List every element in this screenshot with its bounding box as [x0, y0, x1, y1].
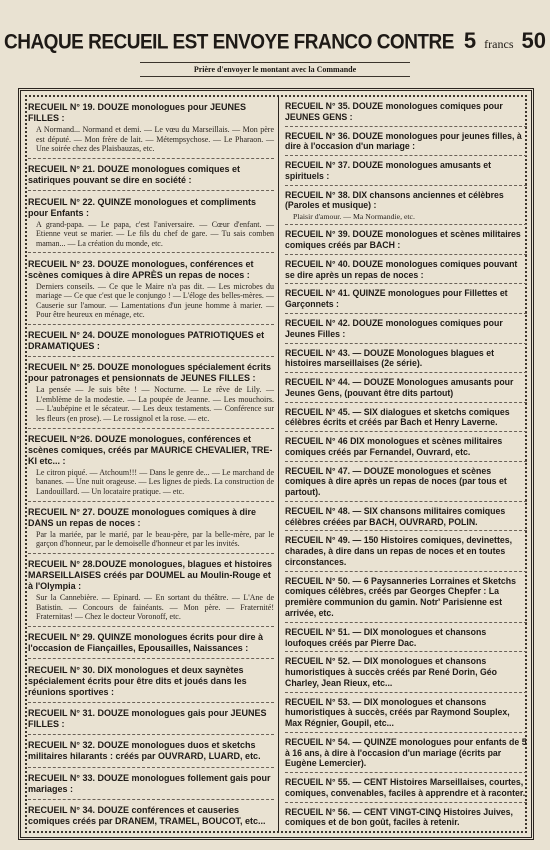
recueil-entry: [285, 373, 527, 403]
recueil-title: RECUEIL N° 31. DOUZE monologues gais pour JEUNES FILLES :: [28, 708, 267, 730]
recueil-entry: [28, 191, 274, 253]
recueil-contents: Plaisir d'amour. — Ma Normandie, etc.: [293, 212, 415, 222]
recueil-title: RECUEIL N° 44. — DOUZE Monologues amusants pour Jeunes Gens, (pouvant être dits partout): [285, 377, 514, 398]
recueil-entry: [285, 403, 527, 433]
recueil-title: RECUEIL N° 24. DOUZE monologues PATRIOTIQUES et DRAMATIQUES :: [28, 329, 265, 351]
recueil-contents: Le citron piqué. — Atchoum!!! — Dans le genre de... — Le marchand de bananes. — Une nuit orageuse. — Les lignes de pieds. La construction de Landouillard. — Un locataire pratique. — etc.: [36, 467, 274, 496]
header-subtitle: Prière d'envoyer le montant avec la Commande: [140, 62, 410, 77]
recueil-entry: [285, 623, 527, 653]
recueil-entry: [28, 159, 274, 191]
recueil-contents: Sur la Cannebière. — Epinard. — En sortant du théâtre. — L'Ane de Batistin. — Concours de fainéants. — Mon père. — Fraternité! Fraternitas! — Chez le docteur Voronoff, etc.: [36, 593, 274, 622]
recueil-entry: [285, 127, 527, 157]
recueil-title: RECUEIL N°26. DOUZE monologues, conférences et scènes comiques, créés par MAURICE CHEVALIER, TRE-KI etc... :: [28, 433, 273, 466]
recueil-entry: [285, 773, 527, 803]
recueil-entry: [285, 432, 527, 462]
recueil-entry: [285, 156, 527, 186]
recueil-title: RECUEIL N° 41. QUINZE monologues pour Fillettes et Garçonnets :: [285, 288, 508, 310]
price-francs: 5: [463, 28, 477, 53]
recueil-entry: [28, 800, 274, 831]
recueil-title: RECUEIL N° 53. — DIX monologues et chansons humoristiques à succès, créés par Raymond Souplex, Max Régnier, Goupil, etc...: [285, 696, 510, 729]
recueil-entry: [28, 554, 274, 627]
recueil-entry: [285, 502, 527, 532]
recueil-entry: [285, 344, 527, 374]
recueil-entry: [285, 97, 527, 127]
recueil-entry: [28, 627, 274, 659]
recueil-title: RECUEIL N° 56. — CENT VINGT-CINQ Histoires Juives, comiques et de bon goût, faciles à retenir.: [285, 806, 513, 828]
recueil-entry: [285, 225, 527, 255]
recueil-title: RECUEIL N° 22. QUINZE monologues et compliments pour Enfants :: [28, 196, 256, 218]
recueil-title: RECUEIL N° 30. DIX monologues et deux saynètes spécialement écrits pour être dits et joués dans les réunions sportives :: [28, 664, 247, 697]
recueil-title: RECUEIL N° 46 DIX monologues et scènes militaires comiques créés par Fernandel, Ouvrard, etc.: [285, 436, 503, 457]
recueil-title: RECUEIL N° 29. QUINZE monologues écrits pour dire à l'occasion de Fiançailles, Epousailles, Naissances :: [28, 632, 263, 654]
recueil-entry: [28, 659, 274, 702]
recueil-entry: [285, 652, 527, 692]
recueil-title: RECUEIL N° 40. DOUZE monologues comiques pouvant se dire après un repas de noces :: [285, 258, 518, 280]
recueil-entry: [28, 325, 274, 357]
price-centimes: 50: [521, 28, 546, 53]
recueil-title: RECUEIL N° 36. DOUZE monologues pour jeunes filles, à dire à l'occasion d'un mariage :: [285, 130, 522, 152]
recueil-entry: [28, 703, 274, 735]
recueil-entry: [285, 314, 527, 344]
recueil-contents: A grand-papa. — Le papa, c'est l'aniversaire. — Cœur d'enfant. — Etienne veut se marier. — Le fils du chef de gare. — Tu sais comben maman... — La création du monde, etc.: [36, 219, 274, 248]
recueil-entry: [28, 357, 274, 428]
recueil-entry: [28, 97, 274, 159]
recueil-title: RECUEIL N° 21. DOUZE monologues comiques et satiriques pouvant se dire en société :: [28, 164, 240, 186]
recueil-title: RECUEIL N° 47. — DOUZE monologues et scènes comiques à dire après un repas de noces (par tous et partout).: [285, 465, 507, 498]
recueil-entry: [28, 253, 274, 324]
recueil-title: RECUEIL N° 55. — CENT Histoires Marseillaises, courtes, comiques, convenables, faciles à apprendre et à raconter.: [285, 777, 526, 798]
recueil-entry: [285, 186, 527, 226]
recueil-entry: [28, 768, 274, 800]
recueil-entry: [285, 531, 527, 571]
recueil-title: RECUEIL N° 27. DOUZE monologues comiques à dire DANS un repas de noces :: [28, 506, 256, 528]
recueil-entry: [285, 255, 527, 285]
price-unit: francs: [484, 37, 514, 51]
recueil-title: RECUEIL N° 42. DOUZE monologues comiques pour Jeunes Filles :: [285, 317, 503, 339]
recueil-title: RECUEIL N° 49. — 150 Histoires comiques, devinettes, charades, à dire dans un repas de noces et en toutes circonstances.: [285, 535, 513, 567]
header-title: CHAQUE RECUEIL EST ENVOYE FRANCO CONTRE: [4, 30, 454, 54]
recueil-title: RECUEIL N° 38. DIX chansons anciennes et célèbres (Paroles et musique) :: [285, 189, 504, 211]
recueil-entry: [285, 733, 527, 773]
recueil-title: RECUEIL N° 52. — DIX monologues et chansons humoristiques à succès créés par René Dorin, Géo Charley, Jean Rieux, etc...: [285, 656, 498, 688]
recueil-entry: [285, 462, 527, 502]
recueil-entry: [285, 572, 527, 623]
recueil-title: RECUEIL N° 28.DOUZE monologues, blagues et histoires MARSEILLAISES créés par DOUMEL au Moulin-Rouge et à l'Olympia :: [28, 559, 272, 592]
column-divider: [278, 96, 279, 832]
recueil-contents: Par la mariée, par le marié, par le beau-père, par la belle-mère, par le garçon d'honneur, par le demoiselle d'honneur et par les invités.: [36, 529, 274, 549]
recueil-title: RECUEIL N° 35. DOUZE monologues comiques pour JEUNES GENS :: [285, 101, 503, 122]
right-column: [285, 97, 527, 831]
recueil-title: RECUEIL N° 25. DOUZE monologues spécialement écrits pour patronages et pensionnats de JEUNES FILLES :: [28, 362, 271, 384]
recueil-title: RECUEIL N° 51. — DIX monologues et chansons loufoques créés par Pierre Dac.: [285, 626, 487, 648]
recueil-contents: La pensée — Je suis bête ! — Nocturne. — Le rêve de Lily. — L'emblème de la modestie. — La poupée de Jeanne. — Les mouchoirs. — L'aubépine et le sécateur. — Les deux testaments. — Conférence sur les fleurs (en prose). — Le rossignol et la rose. — etc.: [36, 385, 274, 423]
recueil-title: RECUEIL N° 23. DOUZE monologues, conférences et scènes comiques à dire APRÈS un repas de noces :: [28, 258, 254, 280]
recueil-title: RECUEIL N° 48. — SIX chansons militaires comiques célèbres créées par BACH, OUVRARD, POLIN.: [285, 505, 506, 527]
recueil-title: RECUEIL N° 19. DOUZE monologues pour JEUNES FILLES :: [28, 102, 246, 124]
recueil-entry: [285, 284, 527, 314]
left-column: [28, 97, 274, 832]
recueil-title: RECUEIL N° 39. DOUZE monologues et scènes militaires comiques créés par BACH :: [285, 229, 521, 251]
recueil-title: RECUEIL N° 45. — SIX dialogues et sketchs comiques célèbres écrits et créés par Bach et Henry Laverne.: [285, 406, 510, 428]
recueil-title: RECUEIL N° 34. DOUZE conférences et causeries comiques créés par DRANEM, TRAMEL, BOUCOT, etc...: [28, 805, 266, 827]
recueil-title: RECUEIL N° 32. DOUZE monologues duos et sketchs militaires hilarants : créés par OUVRARD, LUARD, etc.: [28, 740, 261, 762]
recueil-entry: [28, 429, 274, 502]
recueil-contents: Derniers conseils. — Ce que le Maire n'a pas dit. — Les microbes du mariage — Ce que c'est que le conjungo ! — L'éloge des belles-mères. — Causerie sur l'amour. — Lamentations d'un jeune homme à marier. — Pour être heureux en ménage, etc.: [36, 281, 274, 320]
recueil-title: RECUEIL N° 54. — QUINZE monologues pour enfants de 5 à 16 ans, à dire à l'occasion d'un mariage (écrits par Eugène Lemercier).: [285, 736, 527, 769]
recueil-entry: [28, 502, 274, 554]
recueil-entry: [285, 693, 527, 733]
recueil-entry: [285, 803, 527, 832]
recueil-entry: [28, 735, 274, 767]
recueil-title: RECUEIL N° 33. DOUZE monologues follement gais pour mariages :: [28, 772, 271, 794]
recueil-title: RECUEIL N° 37. DOUZE monologues amusants et spirituels :: [285, 160, 492, 181]
recueil-title: RECUEIL N° 50. — 6 Paysanneries Lorraines et Sketchs comiques célèbres, créés par Georges Chepfer : La première communion du gamin. Notr' Parisienne est arrivée, etc.: [285, 575, 516, 618]
page-header: [0, 28, 550, 54]
recueil-title: RECUEIL N° 43. — DOUZE Monologues blagues et histoires marseillaises (2e série).: [285, 347, 494, 369]
recueil-contents: A Normand... Normand et demi. — Le vœu du Marseillais. — Mon père est député. — Mon frère de lait. — Métempsychose. — Le Pharaon. — Une soirée chez des Plaisbauzas, etc.: [36, 125, 274, 154]
